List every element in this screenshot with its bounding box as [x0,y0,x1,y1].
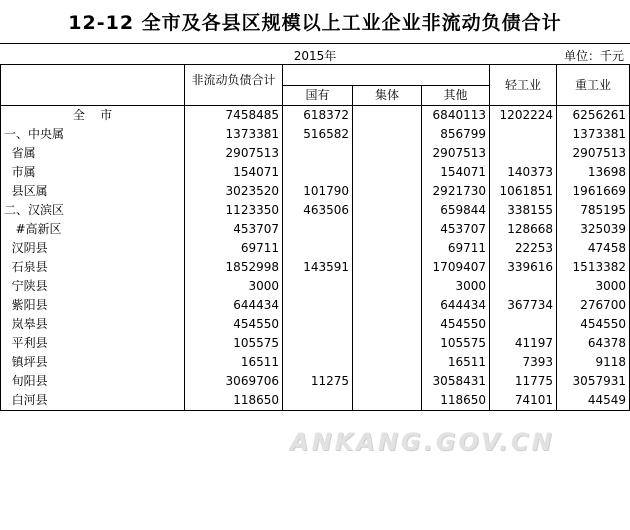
cell-collective [353,277,422,296]
cell-other: 453707 [422,220,490,239]
table-row [1,391,630,411]
cell-heavy: 6256261 [557,106,630,126]
cell-state [283,391,353,411]
cell-state: 618372 [283,106,353,126]
unit-label: 单位：千元 [563,49,624,63]
cell-state [283,220,353,239]
cell-other: 659844 [422,201,490,220]
cell-heavy: 44549 [557,391,630,411]
table-row [1,353,630,372]
table-title: 12-12 全市及各县区规模以上工业企业非流动负债合计 [68,12,562,34]
row-label: 省属 [1,144,185,163]
cell-heavy: 325039 [557,220,630,239]
cell-heavy: 454550 [557,315,630,334]
cell-total: 453707 [185,220,283,239]
cell-collective [353,220,422,239]
cell-collective [353,201,422,220]
cell-light: 1061851 [490,182,557,201]
table-row [1,182,630,201]
watermark-logo: ANKANG.GOV.CN [290,428,555,456]
cell-collective [353,239,422,258]
cell-total: 154071 [185,163,283,182]
cell-total: 454550 [185,315,283,334]
row-label: 汉阴县 [1,239,185,258]
table-row [1,372,630,391]
table-row [1,106,630,126]
cell-total: 69711 [185,239,283,258]
cell-state [283,277,353,296]
cell-state [283,353,353,372]
cell-collective [353,315,422,334]
header-collective: 集体 [353,86,422,106]
cell-light: 367734 [490,296,557,315]
row-label: 一、中央属 [1,125,185,144]
cell-collective [353,144,422,163]
cell-total: 16511 [185,353,283,372]
cell-heavy: 2907513 [557,144,630,163]
cell-collective [353,125,422,144]
cell-state: 463506 [283,201,353,220]
table-row [1,220,630,239]
cell-light: 41197 [490,334,557,353]
cell-collective [353,182,422,201]
cell-other: 6840113 [422,106,490,126]
table-row [1,277,630,296]
row-label: 石泉县 [1,258,185,277]
cell-collective [353,163,422,182]
cell-heavy: 9118 [557,353,630,372]
header-state: 国有 [283,86,353,106]
cell-heavy: 3057931 [557,372,630,391]
cell-collective [353,106,422,126]
cell-collective [353,334,422,353]
cell-total: 1373381 [185,125,283,144]
row-label: 紫阳县 [1,296,185,315]
cell-other: 856799 [422,125,490,144]
cell-other: 16511 [422,353,490,372]
cell-heavy: 1961669 [557,182,630,201]
cell-total: 1123350 [185,201,283,220]
year-label: 2015年 [293,49,337,63]
cell-light [490,315,557,334]
cell-light: 1202224 [490,106,557,126]
header-total: 非流动负债合计 [185,65,283,106]
table-row [1,163,630,182]
cell-heavy: 785195 [557,201,630,220]
cell-total: 118650 [185,391,283,411]
cell-collective [353,353,422,372]
cell-other: 105575 [422,334,490,353]
cell-heavy: 276700 [557,296,630,315]
table-row [1,125,630,144]
cell-state [283,315,353,334]
cell-collective [353,296,422,315]
row-label: 旬阳县 [1,372,185,391]
row-label: 宁陕县 [1,277,185,296]
cell-collective [353,391,422,411]
cell-light: 140373 [490,163,557,182]
row-label: 平利县 [1,334,185,353]
cell-state [283,239,353,258]
cell-light: 339616 [490,258,557,277]
row-label: 镇坪县 [1,353,185,372]
table-row [1,315,630,334]
table-row [1,258,630,277]
cell-light: 7393 [490,353,557,372]
cell-other: 154071 [422,163,490,182]
cell-total: 105575 [185,334,283,353]
divider [0,43,630,44]
row-label: 县区属 [1,182,185,201]
cell-heavy: 13698 [557,163,630,182]
table-row [1,334,630,353]
cell-total: 2907513 [185,144,283,163]
cell-total: 7458485 [185,106,283,126]
cell-light: 74101 [490,391,557,411]
header-heavy: 重工业 [557,65,630,106]
table-row [1,144,630,163]
cell-other: 454550 [422,315,490,334]
cell-light: 128668 [490,220,557,239]
cell-total: 3000 [185,277,283,296]
cell-light [490,277,557,296]
row-label: 岚皋县 [1,315,185,334]
cell-state [283,334,353,353]
header-light: 轻工业 [490,65,557,106]
cell-total: 3069706 [185,372,283,391]
cell-state: 11275 [283,372,353,391]
table-row [1,239,630,258]
cell-light: 11775 [490,372,557,391]
cell-state: 516582 [283,125,353,144]
row-label: 市属 [1,163,185,182]
data-table [0,64,630,411]
cell-light [490,125,557,144]
cell-total: 644434 [185,296,283,315]
row-label: #高新区 [1,220,185,239]
cell-heavy: 1373381 [557,125,630,144]
cell-other: 2921730 [422,182,490,201]
cell-state [283,144,353,163]
cell-other: 118650 [422,391,490,411]
cell-state: 101790 [283,182,353,201]
cell-other: 3000 [422,277,490,296]
cell-total: 1852998 [185,258,283,277]
cell-collective [353,372,422,391]
cell-other: 69711 [422,239,490,258]
table-row [1,296,630,315]
cell-other: 1709407 [422,258,490,277]
header-other: 其他 [422,86,490,106]
header-blank [283,65,353,86]
cell-collective [353,258,422,277]
cell-other: 3058431 [422,372,490,391]
row-label: 白河县 [1,391,185,411]
cell-state [283,163,353,182]
cell-heavy: 3000 [557,277,630,296]
cell-heavy: 47458 [557,239,630,258]
cell-heavy: 64378 [557,334,630,353]
cell-other: 644434 [422,296,490,315]
cell-state: 143591 [283,258,353,277]
row-label: 二、汉滨区 [1,201,185,220]
cell-light: 22253 [490,239,557,258]
cell-other: 2907513 [422,144,490,163]
cell-heavy: 1513382 [557,258,630,277]
table-row [1,201,630,220]
cell-total: 3023520 [185,182,283,201]
header-region [1,65,185,106]
cell-state [283,296,353,315]
cell-light: 338155 [490,201,557,220]
row-label: 全 市 [1,106,185,126]
cell-light [490,144,557,163]
